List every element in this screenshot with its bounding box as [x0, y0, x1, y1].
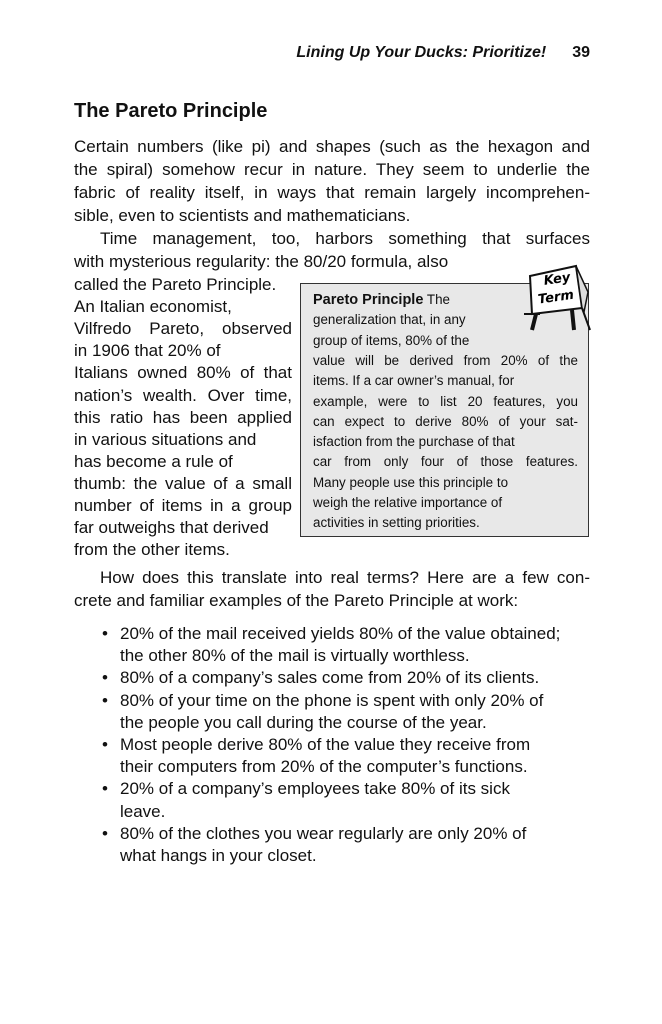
key-term-title: Pareto Principle: [313, 292, 424, 308]
sidebar-line: items. If a car owner’s manual, for: [313, 373, 515, 389]
body-line: thumb: the value of a small: [74, 473, 292, 493]
sidebar-line: isfaction from the purchase of that: [313, 434, 515, 450]
bullet-item-line: their computers from 20% of the computer’s functions.: [120, 757, 528, 777]
sidebar-line: value will be derived from 20% of the: [313, 352, 578, 368]
bullet-icon: •: [102, 668, 108, 688]
sidebar-line: car from only four of those features.: [313, 454, 578, 470]
bullet-item-line: 80% of a company’s sales come from 20% of its clients.: [120, 668, 540, 688]
body-line: this ratio has been applied: [74, 407, 292, 427]
sidebar-line: [313, 292, 493, 308]
sidebar-line: weigh the relative importance of: [313, 495, 503, 510]
body-line: nation’s wealth. Over time,: [74, 385, 292, 405]
body-line: Certain numbers (like pi) and shapes (such as the hexagon and: [74, 137, 590, 156]
body-line: Italians owned 80% of that: [74, 363, 292, 383]
running-header: [296, 44, 590, 62]
sidebar-line: can expect to derive 80% of your sat-: [313, 413, 578, 429]
key-term-easel-icon: [510, 262, 592, 332]
sidebar-line: Many people use this principle to: [313, 474, 509, 490]
sidebar-line: generalization that, in any: [313, 312, 466, 328]
body-line: with mysterious regularity: the 80/20 formula, also: [74, 252, 449, 271]
icon-term-text: Term: [537, 287, 575, 308]
body-line: the spiral) somehow recur in nature. They seem to underlie the: [74, 160, 590, 179]
section-title: The Pareto Principle: [74, 100, 268, 122]
bullet-item-line: what hangs in your closet.: [120, 846, 317, 865]
body-line: number of items in a group: [74, 496, 292, 515]
bullet-icon: •: [102, 823, 108, 843]
body-line: in various situations and: [74, 429, 257, 449]
bullet-item-line: Most people derive 80% of the value they receive from: [120, 735, 531, 754]
body-line: An Italian economist,: [74, 297, 232, 317]
body-line: called the Pareto Principle.: [74, 275, 277, 294]
body-line: far outweighs that derived: [74, 518, 269, 538]
body-line: Time management, too, harbors something that surfaces: [100, 229, 590, 248]
bullet-icon: •: [102, 779, 108, 799]
body-line: sible, even to scientists and mathematicians.: [74, 206, 411, 225]
bullet-item-line: 20% of a company’s employees take 80% of its sick: [120, 779, 510, 799]
bullet-item-line: 20% of the mail received yields 80% of the value obtained;: [120, 624, 561, 643]
bullet-item-line: the people you call during the course of the year.: [120, 712, 487, 732]
bullet-icon: •: [102, 624, 108, 643]
body-line: Vilfredo Pareto, observed: [74, 319, 292, 339]
page-number: 39: [572, 44, 590, 61]
bullet-icon: •: [102, 690, 108, 710]
sidebar-text: The: [423, 292, 450, 307]
sidebar-line: activities in setting priorities.: [313, 515, 480, 531]
sidebar-line: group of items, 80% of the: [313, 332, 470, 348]
bullet-item-line: the other 80% of the mail is virtually worthless.: [120, 646, 470, 666]
bullet-item-line: 80% of the clothes you wear regularly are only 20% of: [120, 823, 527, 843]
body-line: in 1906 that 20% of: [74, 341, 221, 361]
icon-key-text: Key: [542, 270, 572, 289]
body-line: from the other items.: [74, 540, 230, 560]
body-line: fabric of reality itself, in ways that remain largely incomprehen-: [74, 183, 590, 202]
sidebar-line: example, were to list 20 features, you: [313, 393, 578, 409]
bullet-item-line: 80% of your time on the phone is spent with only 20% of: [120, 690, 544, 710]
body-line: crete and familiar examples of the Pareto Principle at work:: [74, 590, 519, 610]
bullet-icon: •: [102, 735, 108, 754]
body-line: has become a rule of: [74, 451, 233, 471]
running-title: Lining Up Your Ducks: Prioritize!: [296, 44, 547, 61]
bullet-item-line: leave.: [120, 801, 166, 821]
body-line: How does this translate into real terms? Here are a few con-: [100, 568, 590, 587]
